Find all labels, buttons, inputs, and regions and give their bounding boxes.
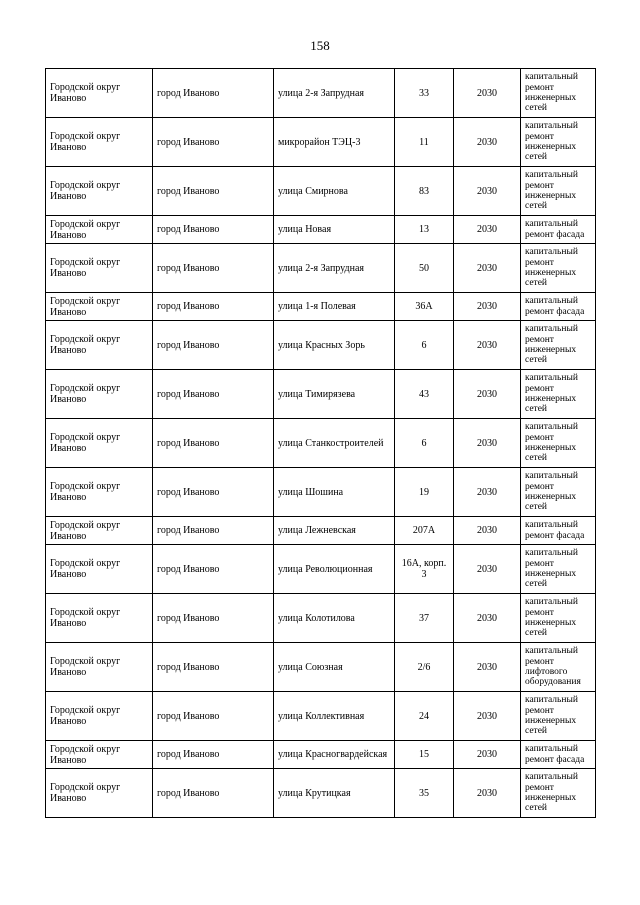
city-cell: город Иваново — [153, 468, 274, 517]
work-type-cell: капитальный ремонт лифтового оборудования — [521, 643, 596, 692]
year-cell: 2030 — [454, 517, 521, 545]
district-cell: Городской округ Иваново — [46, 216, 153, 244]
district-cell: Городской округ Иваново — [46, 545, 153, 594]
page-number: 158 — [310, 38, 330, 53]
year-cell: 2030 — [454, 370, 521, 419]
city-cell: город Иваново — [153, 293, 274, 321]
city-cell: город Иваново — [153, 643, 274, 692]
city-cell: город Иваново — [153, 769, 274, 818]
street-cell: улица Красногвардейская — [274, 741, 395, 769]
table-row — [46, 321, 596, 370]
house-number-cell: 11 — [395, 118, 454, 167]
work-type-cell: капитальный ремонт инженерных сетей — [521, 370, 596, 419]
table-row — [46, 69, 596, 118]
year-cell: 2030 — [454, 321, 521, 370]
house-number-cell: 16А, корп. 3 — [395, 545, 454, 594]
district-cell: Городской округ Иваново — [46, 419, 153, 468]
house-number-cell: 6 — [395, 419, 454, 468]
table-row — [46, 419, 596, 468]
work-type-cell: капитальный ремонт инженерных сетей — [521, 167, 596, 216]
district-cell: Городской округ Иваново — [46, 468, 153, 517]
city-cell: город Иваново — [153, 244, 274, 293]
city-cell: город Иваново — [153, 692, 274, 741]
table-row — [46, 545, 596, 594]
city-cell: город Иваново — [153, 167, 274, 216]
table-row — [46, 216, 596, 244]
street-cell: улица Станкостроителей — [274, 419, 395, 468]
work-type-cell: капитальный ремонт инженерных сетей — [521, 321, 596, 370]
city-cell: город Иваново — [153, 594, 274, 643]
street-cell: улица Коллективная — [274, 692, 395, 741]
house-number-cell: 37 — [395, 594, 454, 643]
table-row — [46, 167, 596, 216]
housing-repair-table — [45, 68, 596, 818]
work-type-cell: капитальный ремонт инженерных сетей — [521, 118, 596, 167]
house-number-cell: 43 — [395, 370, 454, 419]
house-number-cell: 33 — [395, 69, 454, 118]
table-row — [46, 118, 596, 167]
work-type-cell: капитальный ремонт инженерных сетей — [521, 468, 596, 517]
street-cell: улица 2-я Запрудная — [274, 244, 395, 293]
house-number-cell: 83 — [395, 167, 454, 216]
work-type-cell: капитальный ремонт фасада — [521, 216, 596, 244]
city-cell: город Иваново — [153, 741, 274, 769]
table-row — [46, 643, 596, 692]
house-number-cell: 2/6 — [395, 643, 454, 692]
district-cell: Городской округ Иваново — [46, 643, 153, 692]
district-cell: Городской округ Иваново — [46, 244, 153, 293]
table-body — [46, 69, 596, 818]
district-cell: Городской округ Иваново — [46, 741, 153, 769]
year-cell: 2030 — [454, 643, 521, 692]
house-number-cell: 24 — [395, 692, 454, 741]
table-row — [46, 741, 596, 769]
year-cell: 2030 — [454, 692, 521, 741]
year-cell: 2030 — [454, 419, 521, 468]
table-row — [46, 244, 596, 293]
street-cell: улица Шошина — [274, 468, 395, 517]
district-cell: Городской округ Иваново — [46, 769, 153, 818]
district-cell: Городской округ Иваново — [46, 167, 153, 216]
year-cell: 2030 — [454, 769, 521, 818]
street-cell: улица 1-я Полевая — [274, 293, 395, 321]
year-cell: 2030 — [454, 118, 521, 167]
work-type-cell: капитальный ремонт фасада — [521, 741, 596, 769]
house-number-cell: 36А — [395, 293, 454, 321]
table-row — [46, 692, 596, 741]
house-number-cell: 15 — [395, 741, 454, 769]
district-cell: Городской округ Иваново — [46, 69, 153, 118]
work-type-cell: капитальный ремонт инженерных сетей — [521, 244, 596, 293]
city-cell: город Иваново — [153, 216, 274, 244]
district-cell: Городской округ Иваново — [46, 517, 153, 545]
city-cell: город Иваново — [153, 517, 274, 545]
year-cell: 2030 — [454, 244, 521, 293]
district-cell: Городской округ Иваново — [46, 370, 153, 419]
city-cell: город Иваново — [153, 370, 274, 419]
year-cell: 2030 — [454, 741, 521, 769]
work-type-cell: капитальный ремонт инженерных сетей — [521, 692, 596, 741]
year-cell: 2030 — [454, 167, 521, 216]
year-cell: 2030 — [454, 468, 521, 517]
table-row — [46, 468, 596, 517]
work-type-cell: капитальный ремонт инженерных сетей — [521, 419, 596, 468]
work-type-cell: капитальный ремонт инженерных сетей — [521, 769, 596, 818]
street-cell: улица 2-я Запрудная — [274, 69, 395, 118]
street-cell: улица Революционная — [274, 545, 395, 594]
house-number-cell: 35 — [395, 769, 454, 818]
year-cell: 2030 — [454, 69, 521, 118]
year-cell: 2030 — [454, 594, 521, 643]
district-cell: Городской округ Иваново — [46, 293, 153, 321]
table-row — [46, 293, 596, 321]
year-cell: 2030 — [454, 293, 521, 321]
work-type-cell: капитальный ремонт фасада — [521, 517, 596, 545]
year-cell: 2030 — [454, 216, 521, 244]
city-cell: город Иваново — [153, 69, 274, 118]
table-row — [46, 370, 596, 419]
city-cell: город Иваново — [153, 419, 274, 468]
city-cell: город Иваново — [153, 118, 274, 167]
street-cell: микрорайон ТЭЦ-3 — [274, 118, 395, 167]
street-cell: улица Смирнова — [274, 167, 395, 216]
street-cell: улица Союзная — [274, 643, 395, 692]
house-number-cell: 19 — [395, 468, 454, 517]
street-cell: улица Тимирязева — [274, 370, 395, 419]
house-number-cell: 50 — [395, 244, 454, 293]
house-number-cell: 207А — [395, 517, 454, 545]
work-type-cell: капитальный ремонт инженерных сетей — [521, 545, 596, 594]
city-cell: город Иваново — [153, 545, 274, 594]
street-cell: улица Крутицкая — [274, 769, 395, 818]
street-cell: улица Лежневская — [274, 517, 395, 545]
year-cell: 2030 — [454, 545, 521, 594]
city-cell: город Иваново — [153, 321, 274, 370]
street-cell: улица Красных Зорь — [274, 321, 395, 370]
district-cell: Городской округ Иваново — [46, 321, 153, 370]
table-row — [46, 517, 596, 545]
street-cell: улица Колотилова — [274, 594, 395, 643]
district-cell: Городской округ Иваново — [46, 594, 153, 643]
district-cell: Городской округ Иваново — [46, 118, 153, 167]
house-number-cell: 13 — [395, 216, 454, 244]
street-cell: улица Новая — [274, 216, 395, 244]
work-type-cell: капитальный ремонт инженерных сетей — [521, 594, 596, 643]
table-row — [46, 594, 596, 643]
work-type-cell: капитальный ремонт инженерных сетей — [521, 69, 596, 118]
district-cell: Городской округ Иваново — [46, 692, 153, 741]
house-number-cell: 6 — [395, 321, 454, 370]
work-type-cell: капитальный ремонт фасада — [521, 293, 596, 321]
table-row — [46, 769, 596, 818]
